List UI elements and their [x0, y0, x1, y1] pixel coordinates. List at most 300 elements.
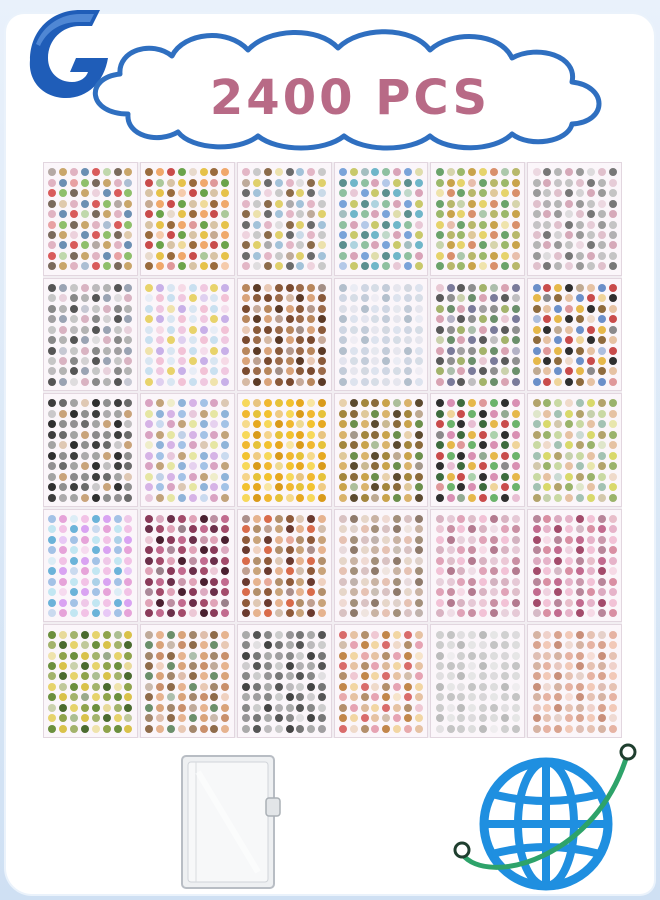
- sticker-dot: [286, 200, 294, 208]
- sticker-dot: [124, 599, 132, 607]
- sticker-dot: [436, 179, 444, 187]
- sticker-dot: [178, 473, 186, 481]
- sticker-dot: [114, 599, 122, 607]
- sticker-dot: [167, 473, 175, 481]
- sticker-sheet: [527, 509, 622, 623]
- sticker-dot: [554, 252, 562, 260]
- sticker-dot: [609, 672, 617, 680]
- sticker-dot: [81, 200, 89, 208]
- sticker-dot: [114, 462, 122, 470]
- sticker-dot: [210, 210, 218, 218]
- sticker-dot: [490, 179, 498, 187]
- sticker-dot: [554, 284, 562, 292]
- sticker-dot: [587, 652, 595, 660]
- sticker-dot: [576, 231, 584, 239]
- sticker-dot: [124, 567, 132, 575]
- sticker-dot: [468, 200, 476, 208]
- sticker-dot: [457, 536, 465, 544]
- sticker-dot: [81, 326, 89, 334]
- sticker-dot: [479, 473, 487, 481]
- sticker-dot: [404, 336, 412, 344]
- sticker-dot: [587, 725, 595, 733]
- sticker-dot: [371, 546, 379, 554]
- sticker-dot: [178, 336, 186, 344]
- sticker-dot: [307, 652, 315, 660]
- sticker-dot: [543, 431, 551, 439]
- sticker-dot: [124, 662, 132, 670]
- sticker-dot: [253, 483, 261, 491]
- sticker-dot: [468, 693, 476, 701]
- sticker-dot: [92, 179, 100, 187]
- sticker-dot: [350, 683, 358, 691]
- sticker-dot: [382, 410, 390, 418]
- sticker-dot: [145, 714, 153, 722]
- sticker-dot: [81, 641, 89, 649]
- sticker-sheet: [43, 509, 138, 623]
- sticker-dot: [382, 347, 390, 355]
- sticker-dot: [81, 652, 89, 660]
- sticker-dot: [565, 367, 573, 375]
- sticker-dot: [114, 725, 122, 733]
- sticker-dot: [178, 410, 186, 418]
- sticker-dot: [307, 714, 315, 722]
- sticker-dot: [457, 683, 465, 691]
- sticker-dot: [221, 241, 229, 249]
- sticker-dot: [92, 599, 100, 607]
- sticker-dot: [382, 483, 390, 491]
- sticker-dot: [479, 179, 487, 187]
- sticker-dot: [490, 200, 498, 208]
- sticker-dot: [447, 284, 455, 292]
- sticker-dot: [371, 725, 379, 733]
- sticker-dot: [554, 221, 562, 229]
- sticker-dot: [167, 241, 175, 249]
- sticker-dot: [92, 652, 100, 660]
- sticker-dot: [393, 221, 401, 229]
- sticker-dot: [200, 168, 208, 176]
- sticker-dot: [350, 200, 358, 208]
- sticker-dot: [565, 336, 573, 344]
- sticker-dot: [70, 367, 78, 375]
- sticker-dot: [382, 294, 390, 302]
- sticker-dot: [350, 725, 358, 733]
- sticker-dot: [264, 431, 272, 439]
- sticker-dot: [189, 410, 197, 418]
- sticker-dot: [114, 473, 122, 481]
- sticker-dot: [361, 441, 369, 449]
- sticker-dot: [124, 641, 132, 649]
- sticker-dot: [178, 231, 186, 239]
- sticker-dot: [59, 231, 67, 239]
- sticker-dot: [48, 367, 56, 375]
- sticker-dot: [554, 367, 562, 375]
- sticker-dot: [490, 578, 498, 586]
- sticker-dot: [200, 704, 208, 712]
- sticker-dot: [565, 210, 573, 218]
- sticker-dot: [468, 326, 476, 334]
- sticker-dot: [554, 326, 562, 334]
- sticker-dot: [103, 399, 111, 407]
- sticker-dot: [307, 662, 315, 670]
- sticker-dot: [533, 483, 541, 491]
- sticker-dot: [145, 557, 153, 565]
- sticker-dot: [114, 357, 122, 365]
- sticker-dot: [587, 609, 595, 617]
- sticker-dot: [339, 641, 347, 649]
- sticker-dot: [59, 399, 67, 407]
- sticker-dot: [253, 546, 261, 554]
- sticker-dot: [167, 315, 175, 323]
- sticker-dot: [371, 441, 379, 449]
- sticker-dot: [382, 431, 390, 439]
- sticker-dot: [543, 252, 551, 260]
- sticker-dot: [210, 452, 218, 460]
- sticker-dot: [350, 410, 358, 418]
- sticker-dot: [609, 420, 617, 428]
- sticker-dot: [200, 525, 208, 533]
- sticker-dot: [415, 200, 423, 208]
- sticker-dot: [501, 483, 509, 491]
- sticker-dot: [81, 284, 89, 292]
- sticker-dot: [587, 336, 595, 344]
- sticker-dot: [200, 252, 208, 260]
- sticker-dot: [371, 641, 379, 649]
- sticker-dot: [307, 284, 315, 292]
- sticker-dot: [565, 262, 573, 270]
- sticker-dot: [350, 588, 358, 596]
- sticker-dot: [339, 305, 347, 313]
- sticker-dot: [576, 347, 584, 355]
- sticker-dot: [361, 494, 369, 502]
- sticker-dot: [554, 494, 562, 502]
- sticker-dot: [404, 588, 412, 596]
- sticker-dot: [576, 179, 584, 187]
- sticker-dot: [103, 410, 111, 418]
- sticker-dot: [393, 305, 401, 313]
- sticker-dot: [350, 525, 358, 533]
- sticker-dot: [436, 546, 444, 554]
- sticker-dot: [200, 420, 208, 428]
- sticker-dot: [253, 431, 261, 439]
- sticker-dot: [210, 231, 218, 239]
- sticker-dot: [393, 420, 401, 428]
- sticker-dot: [512, 652, 520, 660]
- sticker-dot: [145, 284, 153, 292]
- sticker-dot: [124, 420, 132, 428]
- sticker-dot: [318, 410, 326, 418]
- sticker-dot: [178, 168, 186, 176]
- sticker-dot: [124, 546, 132, 554]
- sticker-dot: [512, 599, 520, 607]
- sticker-dot: [200, 231, 208, 239]
- sticker-dot: [189, 241, 197, 249]
- sticker-dot: [114, 179, 122, 187]
- sticker-dot: [264, 378, 272, 386]
- sticker-dot: [361, 557, 369, 565]
- sticker-dot: [81, 367, 89, 375]
- sticker-dot: [447, 641, 455, 649]
- sticker-dot: [264, 315, 272, 323]
- sticker-dot: [124, 494, 132, 502]
- sticker-dot: [490, 652, 498, 660]
- sticker-dot: [92, 315, 100, 323]
- sticker-dot: [533, 641, 541, 649]
- sticker-dot: [189, 725, 197, 733]
- sticker-dot: [554, 546, 562, 554]
- sticker-dot: [479, 631, 487, 639]
- sticker-dot: [242, 714, 250, 722]
- sticker-dot: [554, 168, 562, 176]
- sticker-dot: [587, 221, 595, 229]
- sticker-dot: [253, 399, 261, 407]
- sticker-dot: [296, 221, 304, 229]
- sticker-dot: [81, 473, 89, 481]
- sticker-dot: [587, 494, 595, 502]
- sticker-dot: [512, 378, 520, 386]
- sticker-dot: [468, 168, 476, 176]
- sticker-dot: [286, 693, 294, 701]
- sticker-dot: [167, 399, 175, 407]
- sticker-dot: [242, 588, 250, 596]
- sticker-dot: [156, 200, 164, 208]
- sticker-dot: [81, 399, 89, 407]
- sticker-dot: [371, 431, 379, 439]
- sticker-dot: [221, 441, 229, 449]
- sticker-dot: [479, 189, 487, 197]
- sticker-dot: [382, 714, 390, 722]
- sticker-dot: [114, 714, 122, 722]
- sticker-dot: [404, 221, 412, 229]
- sticker-dot: [382, 515, 390, 523]
- sticker-dot: [436, 683, 444, 691]
- sticker-dot: [48, 609, 56, 617]
- sticker-dot: [587, 588, 595, 596]
- sticker-dot: [457, 357, 465, 365]
- sticker-dot: [221, 378, 229, 386]
- sticker-dot: [415, 179, 423, 187]
- sticker-dot: [361, 683, 369, 691]
- sticker-dot: [479, 725, 487, 733]
- sticker-dot: [145, 200, 153, 208]
- sticker-dot: [490, 262, 498, 270]
- sticker-dot: [210, 189, 218, 197]
- sticker-dot: [70, 357, 78, 365]
- sticker-dot: [189, 599, 197, 607]
- sticker-dot: [479, 231, 487, 239]
- sticker-dot: [554, 357, 562, 365]
- sticker-dot: [221, 336, 229, 344]
- sticker-dot: [275, 378, 283, 386]
- sticker-dot: [221, 525, 229, 533]
- sticker-dot: [275, 609, 283, 617]
- sticker-dot: [436, 221, 444, 229]
- sticker-dot: [415, 347, 423, 355]
- sticker-dot: [533, 431, 541, 439]
- sticker-dot: [371, 241, 379, 249]
- sticker-dot: [339, 284, 347, 292]
- sticker-dot: [210, 652, 218, 660]
- sticker-dot: [339, 189, 347, 197]
- sticker-dot: [501, 725, 509, 733]
- sticker-dot: [242, 662, 250, 670]
- sticker-dot: [275, 631, 283, 639]
- sticker-dot: [587, 631, 595, 639]
- sticker-dot: [447, 179, 455, 187]
- sticker-dot: [468, 441, 476, 449]
- sticker-dot: [178, 315, 186, 323]
- sticker-dot: [404, 494, 412, 502]
- sticker-dot: [501, 262, 509, 270]
- sticker-dot: [587, 536, 595, 544]
- sticker-dot: [81, 494, 89, 502]
- sticker-dot: [533, 305, 541, 313]
- sticker-dot: [307, 252, 315, 260]
- sticker-dot: [275, 221, 283, 229]
- sticker-dot: [598, 189, 606, 197]
- sticker-dot: [221, 631, 229, 639]
- sticker-dot: [436, 578, 444, 586]
- sticker-dot: [189, 399, 197, 407]
- sticker-dot: [167, 462, 175, 470]
- sticker-dot: [59, 200, 67, 208]
- sticker-dot: [393, 567, 401, 575]
- sticker-dot: [59, 189, 67, 197]
- sticker-dot: [92, 420, 100, 428]
- sticker-dot: [296, 179, 304, 187]
- sticker-dot: [70, 241, 78, 249]
- sticker-dot: [587, 399, 595, 407]
- sticker-dot: [70, 578, 78, 586]
- sticker-dot: [307, 221, 315, 229]
- sticker-dot: [447, 609, 455, 617]
- sticker-dot: [296, 200, 304, 208]
- sticker-dot: [371, 631, 379, 639]
- sticker-dot: [81, 631, 89, 639]
- sticker-dot: [92, 462, 100, 470]
- sticker-dot: [124, 315, 132, 323]
- sticker-dot: [318, 305, 326, 313]
- sticker-dot: [178, 588, 186, 596]
- sticker-dot: [501, 441, 509, 449]
- sticker-dot: [81, 168, 89, 176]
- sticker-dot: [436, 567, 444, 575]
- sticker-dot: [275, 683, 283, 691]
- sticker-dot: [479, 431, 487, 439]
- sticker-dot: [415, 578, 423, 586]
- sticker-dot: [457, 347, 465, 355]
- sticker-dot: [296, 410, 304, 418]
- sticker-dot: [350, 284, 358, 292]
- sticker-dot: [296, 452, 304, 460]
- sticker-dot: [339, 347, 347, 355]
- sticker-dot: [124, 714, 132, 722]
- sticker-dot: [436, 189, 444, 197]
- sticker-dot: [242, 672, 250, 680]
- sticker-dot: [554, 294, 562, 302]
- sticker-dot: [576, 168, 584, 176]
- sticker-dot: [512, 347, 520, 355]
- sticker-dot: [587, 557, 595, 565]
- sticker-dot: [318, 221, 326, 229]
- sticker-dot: [114, 536, 122, 544]
- sticker-dot: [103, 168, 111, 176]
- sticker-dot: [436, 305, 444, 313]
- sticker-dot: [339, 210, 347, 218]
- sticker-dot: [103, 725, 111, 733]
- sticker-dot: [221, 357, 229, 365]
- sticker-dot: [145, 378, 153, 386]
- sticker-dot: [189, 210, 197, 218]
- sticker-dot: [210, 683, 218, 691]
- sticker-dot: [609, 704, 617, 712]
- sticker-dot: [221, 515, 229, 523]
- sticker-dot: [533, 420, 541, 428]
- sticker-dot: [576, 241, 584, 249]
- sticker-dot: [382, 262, 390, 270]
- sticker-dot: [543, 315, 551, 323]
- sticker-dot: [576, 725, 584, 733]
- sticker-dot: [48, 693, 56, 701]
- sticker-sheet: [237, 162, 332, 276]
- sticker-dot: [587, 179, 595, 187]
- sticker-dot: [114, 609, 122, 617]
- sticker-dot: [543, 441, 551, 449]
- sticker-dot: [275, 494, 283, 502]
- sticker-dot: [103, 515, 111, 523]
- sticker-dot: [286, 714, 294, 722]
- sticker-dot: [533, 200, 541, 208]
- sticker-dot: [103, 462, 111, 470]
- sticker-dot: [609, 189, 617, 197]
- sticker-dot: [200, 452, 208, 460]
- sticker-dot: [307, 546, 315, 554]
- sticker-dot: [576, 326, 584, 334]
- sticker-dot: [598, 683, 606, 691]
- sticker-dot: [447, 672, 455, 680]
- sticker-dot: [393, 336, 401, 344]
- sticker-dot: [124, 378, 132, 386]
- sticker-dot: [48, 588, 56, 596]
- sticker-dot: [468, 179, 476, 187]
- sticker-dot: [124, 652, 132, 660]
- sticker-dot: [296, 483, 304, 491]
- sticker-dot: [382, 567, 390, 575]
- sticker-dot: [264, 252, 272, 260]
- sticker-dot: [339, 452, 347, 460]
- sticker-dot: [490, 221, 498, 229]
- sticker-dot: [598, 609, 606, 617]
- sticker-dot: [189, 609, 197, 617]
- sticker-dot: [275, 515, 283, 523]
- sticker-dot: [609, 378, 617, 386]
- sticker-dot: [124, 357, 132, 365]
- sticker-dot: [565, 179, 573, 187]
- sticker-dot: [81, 431, 89, 439]
- sticker-dot: [350, 599, 358, 607]
- sticker-dot: [457, 410, 465, 418]
- sticker-dot: [178, 367, 186, 375]
- sticker-dot: [221, 262, 229, 270]
- sticker-dot: [92, 452, 100, 460]
- sticker-dot: [490, 525, 498, 533]
- sticker-dot: [189, 483, 197, 491]
- sticker-dot: [253, 231, 261, 239]
- sticker-dot: [533, 652, 541, 660]
- sticker-dot: [275, 410, 283, 418]
- sticker-dot: [167, 326, 175, 334]
- sticker-dot: [393, 557, 401, 565]
- sticker-dot: [609, 221, 617, 229]
